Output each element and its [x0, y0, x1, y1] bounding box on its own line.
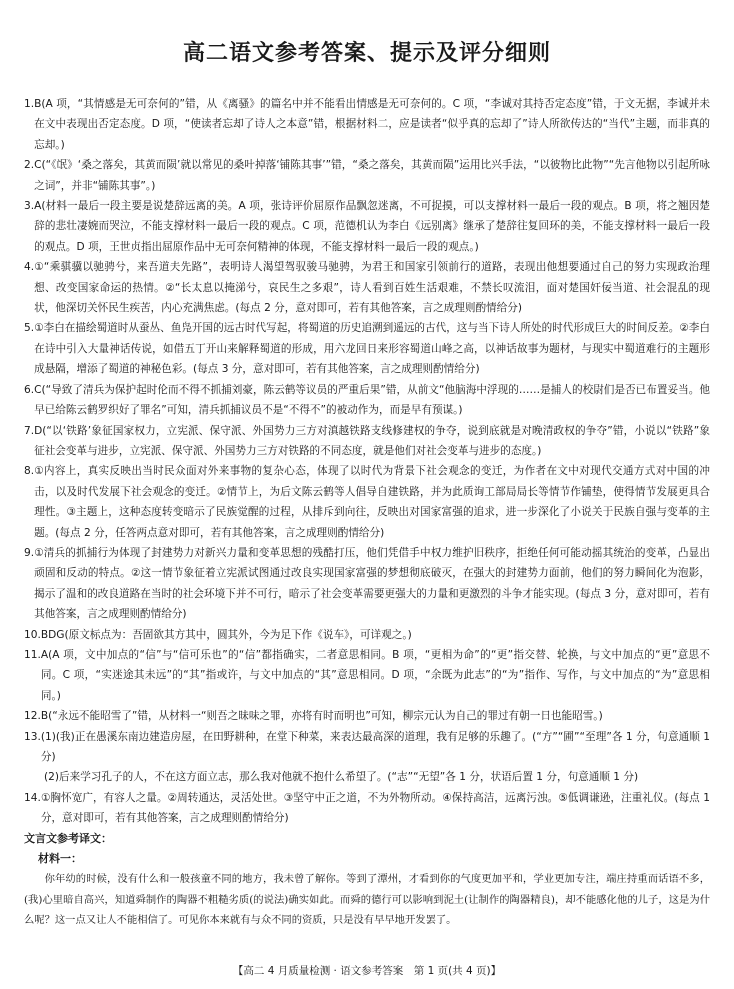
answer-text: ①胸怀宽广，有容人之量。②周转通达，灵活处世。③坚守中正之道，不为外物所动。④保持高洁，远离污浊。⑤低调谦逊，注重礼仪。(每点 1 分，意对即可，若有其他答案，言之成理则酌情给分): [40, 791, 710, 825]
page-title: 高二语文参考答案、提示及评分细则: [182, 41, 551, 66]
answer-list: [24, 94, 710, 931]
answer-number: 3.: [24, 200, 35, 213]
translation-text: 你年幼的时候，没有什么和一般孩童不同的地方，我未曾了解你。等到了潭州，才看到你的气度更加平和，学业更加专注，端庄持重而话语不多，(我)心里暗自高兴，知道舜制作的陶器不粗糙劣质(的说法)确实如此。而舜的德行可以影响到泥土(让制作的陶器精良)，却不能感化他的儿子，这是为什么呢？这一点又让人不能相信了。可见你本来就有与众不同的资质，只是没有早早地开发罢了。: [24, 873, 710, 927]
answer-item: [24, 421, 710, 462]
answer-text: BDG(原文标点为：吾固欲其方其中，圆其外，今为足下作《说车》，可详观之。): [40, 628, 412, 641]
answer-item: [24, 767, 710, 787]
answer-text: A(材料一最后一段主要是说楚辞远离的美。A 项，张诗评价屈原作品飘忽迷离，不可捉摸，可以支撑材料一最后一段的观点。B 项，将之翘因楚辞的悲壮凄婉而哭泣，不能支撑材料一最后一段的观点。C 项，范德机认为李白《远别离》继承了楚辞往复回环的美，不能支撑材料一最后一段的观点。D 项，王世贞指出屈原作品中无可奈何精神的体现，不能支撑材料一最后一段的观点。): [34, 200, 710, 253]
answer-text: (1)(我)正在愚溪东南边建造房屋，在田野耕种，在堂下种菜，来表达最高深的道理，我有足够的乐趣了。(“方”“圃”“至理”各 1 分，句意通顺 1 分): [40, 730, 710, 763]
answer-text: C(“导致了清兵为保护起时伦而不得不抓捕刘豪，陈云鹤等议员的严重后果”错，从前文“他脑海中浮现的……是捕人的校尉们是否已布置妥当。他早已给陈云鹤罗织好了罪名”可知，清兵抓捕议员不是“不得不”的被动作为，而是早有预谋。): [34, 383, 710, 417]
answer-number: 1.: [24, 98, 35, 110]
answer-item: [24, 645, 710, 706]
answer-item: [24, 380, 710, 421]
answer-text: B(“永远不能昭雪了”错，从材料一“则吾之昧味之罪，亦将有时而明也”可知，柳宗元认为自己的罪过有朝一日也能昭雪。): [40, 710, 603, 723]
answer-text: C(“《氓》‘桑之落矣，其黄而陨’就以常见的桑叶掉落‘铺陈其事’”错，“桑之落矣，其黄而陨”运用比兴手法，“以彼物比此物”“先言他物以引起所咏之词”，并非“铺陈其事”。): [34, 159, 710, 192]
answer-number: 6.: [24, 383, 35, 396]
answer-item: [24, 257, 710, 318]
answer-text: ①“乘骐骥以驰骋兮，来吾道夫先路”，表明诗人渴望驾驭骏马驰骋，为君王和国家引领前行的道路，表现出他想要通过自己的努力实现政治理想、改变国家命运的热情。②“长太息以掩涕兮，哀民生之多艰”，诗人看到百姓生活艰难，不禁长叹流泪，面对楚国奸佞当道、社会混乱的现状，他深切关怀民生疾苦，内心充满焦虑。(每点 2 分，意对即可，若有其他答案，言之成理则酌情给分): [34, 261, 710, 315]
answer-number: 5.: [24, 322, 35, 335]
translation-heading: 文言文参考译文：: [24, 831, 112, 845]
answer-item: [24, 706, 710, 726]
answer-number: 14.: [24, 791, 41, 804]
answer-item: [24, 625, 710, 645]
answer-number: 9.: [24, 546, 35, 559]
translation-subheading: 材料一：: [38, 852, 82, 866]
answer-text: A(A 项，文中加点的“信”与“信可乐也”的“信”都指确实，二者意思相同。B 项，“更相为命”的“更”指交替、轮换，与文中加点的“更”意思不同。C 项，“实迷途其未远”的“其”指或许，与文中加点的“其”意思相同。D 项，“余既为此志”的“为”指作、写作，与文中加点的“为”意思相同。): [40, 648, 710, 702]
answer-number: 2.: [24, 159, 35, 172]
answer-text: ①内容上，真实反映出当时民众面对外来事物的复杂心态，体现了以时代为背景下社会观念的变迁，为作者在文中对现代交通方式对中国的冲击，以及时代发展下社会观念的变迁。②情节上，为后文陈云鹤等人倡导自建铁路，并为此质询工部局局长等情节作铺垫，使得情节发展更具合理性。③主题上，这种态度转变暗示了民族觉醒的过程，从排斥到向往，反映出对国家富强的追求，进一步深化了小说关于民族自强与变革的主题。(每点 2 分，任答两点意对即可，若有其他答案，言之成理则酌情给分): [34, 465, 710, 539]
answer-item: [24, 543, 710, 625]
answer-item: [24, 94, 710, 155]
answer-number: 10.: [24, 628, 41, 641]
answer-number: 8.: [24, 465, 35, 478]
page-footer: 【高二 4 月质量检测 · 语文参考答案 第 1 页(共 4 页)】: [232, 965, 502, 977]
answer-number: 12.: [24, 710, 41, 723]
answer-item: [24, 196, 710, 257]
answer-number: 13.: [24, 730, 41, 743]
answer-text: ①清兵的抓捕行为体现了封建势力对新兴力量和变革思想的残酷打压，他们凭借手中权力维护旧秩序，拒绝任何可能动摇其统治的变革，凸显出顽固和反动的特点。②这一情节象征着立宪派试图通过改良实现国家富强的梦想彻底破灭，在强大的封建势力面前，他们的努力瞬间化为泡影，揭示了温和的改良道路在当时的社会环境下并不可行，暗示了社会变革需要更强大的力量和更激烈的斗争才能实现。(每点 3 分，意对即可，若有其他答案，言之成理则酌情给分): [34, 546, 710, 621]
answer-item: [24, 788, 710, 829]
answer-item: [24, 727, 710, 768]
answer-text: D(“以‘铁路’象征国家权力，立宪派、保守派、外国势力三方对滇越铁路支线修建权的争夺，说到底就是对晚清政权的争夺”错，小说以“铁路”象征社会变革与进步，立宪派、保守派、外国势力三方对铁路的不同态度，就是他们对社会变革与进步的态度。): [34, 424, 710, 457]
answer-item: [24, 461, 710, 543]
answer-number: 4.: [24, 261, 35, 274]
answer-item: [24, 318, 710, 379]
answer-text: ①李白在描绘蜀道时从蚕丛、鱼凫开国的远古时代写起，将蜀道的历史追溯到遥远的古代，这与当下诗人所处的时代形成巨大的时间反差。②李白在诗中引入大量神话传说，如借五丁开山来解释蜀道的形成，用六龙回日来形容蜀道山峰之高，以神话故事为题材，与现实中蜀道难行的主题形成悬隔，增添了蜀道的神秘色彩。(每点 3 分，意对即可，若有其他答案，言之成理则酌情给分): [34, 322, 710, 376]
answer-number: 7.: [24, 424, 35, 437]
answer-text: (2)后来学习孔子的人，不在这方面立志，那么我对他就不抱什么希望了。(“志”“无望”各 1 分，状语后置 1 分，句意通顺 1 分): [44, 771, 639, 784]
answer-number: 11.: [24, 648, 41, 661]
answer-item: [24, 155, 710, 196]
answer-text: B(A 项，“其情感是无可奈何的”错，从《离骚》的篇名中并不能看出情感是无可奈何的。C 项，“李诚对其持否定态度”错，于文无据，李诚并未在文中表现出否定态度。D 项，“使读者忘却了诗人之本意”错，根据材料二，应是读者“似乎真的忘却了”诗人所欲传达的“当代”主题，而非真的忘却。): [34, 98, 710, 151]
